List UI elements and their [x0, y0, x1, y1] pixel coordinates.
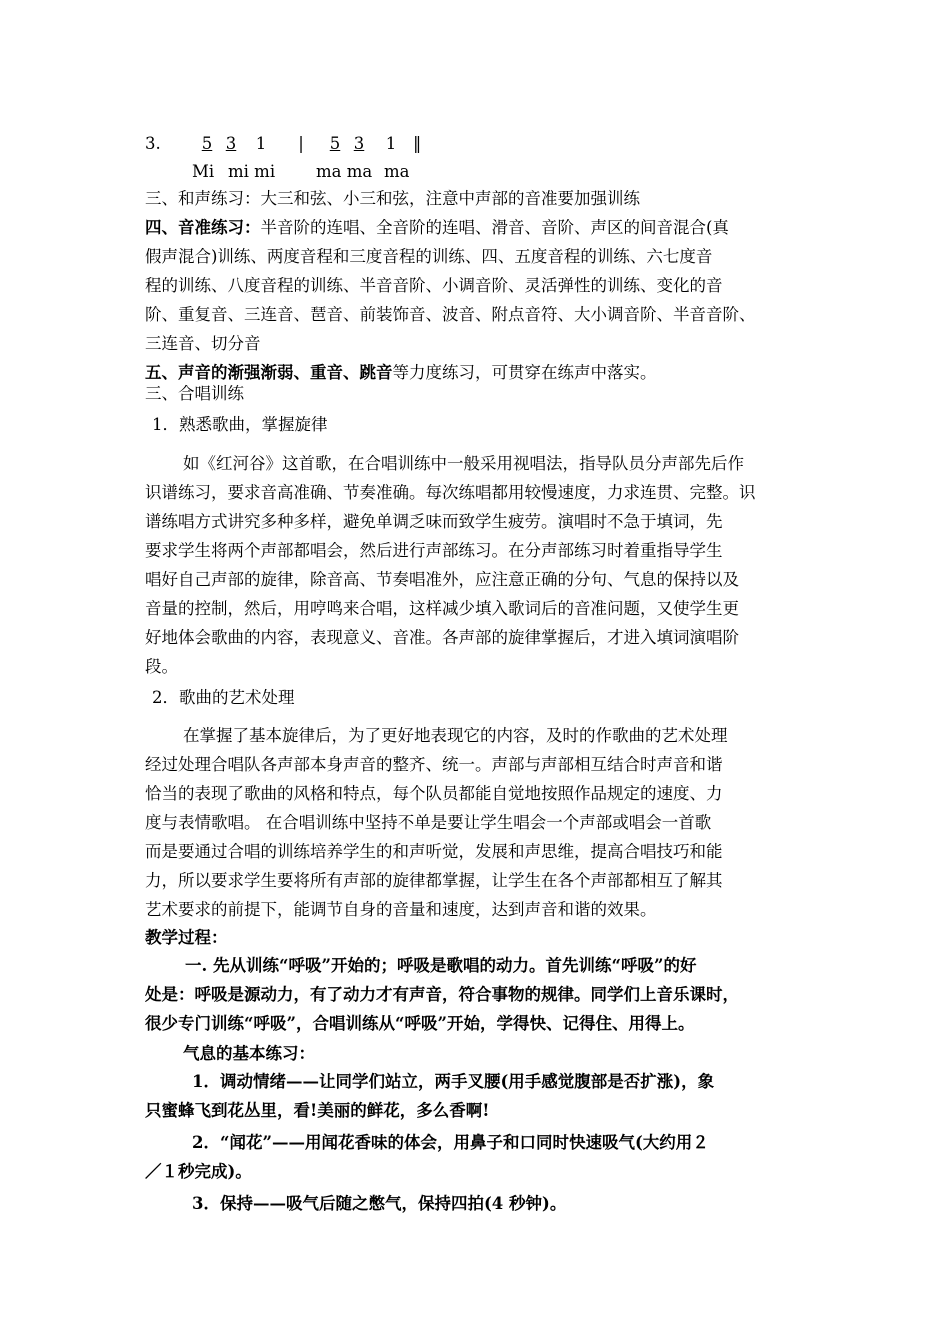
- paragraph-line: 艺术要求的前提下，能调节自身的音量和速度，达到声音和谐的效果。: [145, 900, 657, 919]
- breath-exercise-title: 气息的基本练习：: [183, 1044, 315, 1063]
- paragraph-line: 恰当的表现了歌曲的风格和特点，每个队员都能自觉地按照作品规定的速度、力: [145, 784, 723, 803]
- pitch-heading: 四、音准练习：: [145, 218, 261, 237]
- pitch-text: 半音阶的连唱、全音阶的连唱、滑音、音阶、声区的间音混合(真: [260, 218, 729, 237]
- bold-paragraph-line: 2．“闻花”——用闻花香味的体会，用鼻子和口同时快速吸气(大约用２: [192, 1133, 709, 1152]
- pitch-line: 假声混合)训练、两度音程和三度音程的训练、四、五度音程的训练、六七度音: [145, 247, 713, 266]
- paragraph-line: 在掌握了基本旋律后，为了更好地表现它的内容，及时的作歌曲的艺术处理: [183, 726, 728, 745]
- paragraph-line: 要求学生将两个声部都唱会，然后进行声部练习。在分声部练习时着重指导学生: [145, 541, 723, 560]
- dynamics-heading: 五、声音的渐强渐弱、重音、跳音: [145, 363, 393, 382]
- lyric: Mi: [192, 162, 215, 181]
- lyric: mi mi: [228, 162, 276, 181]
- bold-paragraph-line: ／１秒完成)。: [145, 1162, 252, 1181]
- notation-barline: |: [298, 134, 304, 153]
- paragraph-line: 度与表情歌唱。 在合唱训练中坚持不单是要让学生唱会一个声部或唱会一首歌: [145, 813, 712, 832]
- notation-note: 5: [201, 134, 213, 153]
- pitch-line: 三连音、切分音: [145, 334, 261, 353]
- bold-paragraph-line: 一. 先从训练“呼吸”开始的；呼吸是歌唱的动力。首先训练“呼吸”的好: [185, 956, 697, 975]
- paragraph-line: 段。: [145, 657, 178, 676]
- paragraph-line: 力，所以要求学生要将所有声部的旋律都掌握，让学生在各个声部都相互了解其: [145, 871, 723, 890]
- paragraph-line: 好地体会歌曲的内容，表现意义、音准。各声部的旋律掌握后，才进入填词演唱阶: [145, 628, 739, 647]
- notation-note: 1: [255, 134, 267, 153]
- pitch-line: [145, 217, 729, 239]
- notation-note: 5: [329, 134, 341, 153]
- notation-note: 3: [353, 134, 365, 153]
- notation-note: 3: [225, 134, 237, 153]
- bold-paragraph-line: 1．调动情绪——让同学们站立，两手叉腰(用手感觉腹部是否扩涨)，象: [192, 1072, 715, 1091]
- paragraph-line: 经过处理合唱队各声部本身声音的整齐、统一。声部与声部相互结合时声音和谐: [145, 755, 723, 774]
- teaching-process-title: 教学过程：: [145, 928, 228, 947]
- paragraph-line: 如《红河谷》这首歌，在合唱训练中一般采用视唱法，指导队员分声部先后作: [183, 454, 744, 473]
- notation-lyrics: [192, 161, 409, 183]
- lyric: ma ma: [316, 162, 373, 181]
- paragraph-line: 而是要通过合唱的训练培养学生的和声听觉，发展和声思维，提高合唱技巧和能: [145, 842, 723, 861]
- paragraph-line: 谱练唱方式讲究多种多样，避免单调乏味而致学生疲劳。演唱时不急于填词，先: [145, 512, 723, 531]
- dynamics-text: 等力度练习，可贯穿在练声中落实。: [392, 363, 657, 382]
- subsection-title: 1．熟悉歌曲，掌握旋律: [152, 415, 328, 434]
- bold-paragraph-line: 处是：呼吸是源动力，有了动力才有声音，符合事物的规律。同学们上音乐课时，: [145, 985, 739, 1004]
- notation-label: 3.: [145, 134, 161, 153]
- pitch-line: 阶、重复音、三连音、琶音、前装饰音、波音、附点音符、大小调音阶、半音音阶、: [145, 305, 756, 324]
- bold-paragraph-line: 很少专门训练“呼吸”，合唱训练从“呼吸”开始，学得快、记得住、用得上。: [145, 1014, 695, 1033]
- lyric: ma: [384, 162, 410, 181]
- notation-note: 1: [385, 134, 397, 153]
- pitch-line: 程的训练、八度音程的训练、半音音阶、小调音阶、灵活弹性的训练、变化的音: [145, 276, 723, 295]
- paragraph-line: 唱好自己声部的旋律，除音高、节奏唱准外，应注意正确的分句、气息的保持以及: [145, 570, 739, 589]
- notation-line: [145, 133, 421, 155]
- subsection-title: 2．歌曲的艺术处理: [152, 688, 295, 707]
- paragraph-line: 识谱练习，要求音高准确、节奏准确。每次练唱都用较慢速度，力求连贯、完整。识: [145, 483, 756, 502]
- dynamics-line: [145, 362, 657, 384]
- bold-paragraph-line: 只蜜蜂飞到花丛里，看!美丽的鲜花，多么香啊!: [145, 1101, 490, 1120]
- choir-section-title: 三、合唱训练: [145, 384, 244, 403]
- notation-end-bar: ‖: [413, 134, 422, 153]
- paragraph-line: 音量的控制，然后，用哼鸣来合唱，这样减少填入歌词后的音准问题，又使学生更: [145, 599, 739, 618]
- harmony-line: 三、和声练习：大三和弦、小三和弦，注意中声部的音准要加强训练: [145, 189, 640, 208]
- bold-paragraph-line: 3．保持——吸气后随之憋气，保持四拍(4 秒钟)。: [192, 1194, 567, 1213]
